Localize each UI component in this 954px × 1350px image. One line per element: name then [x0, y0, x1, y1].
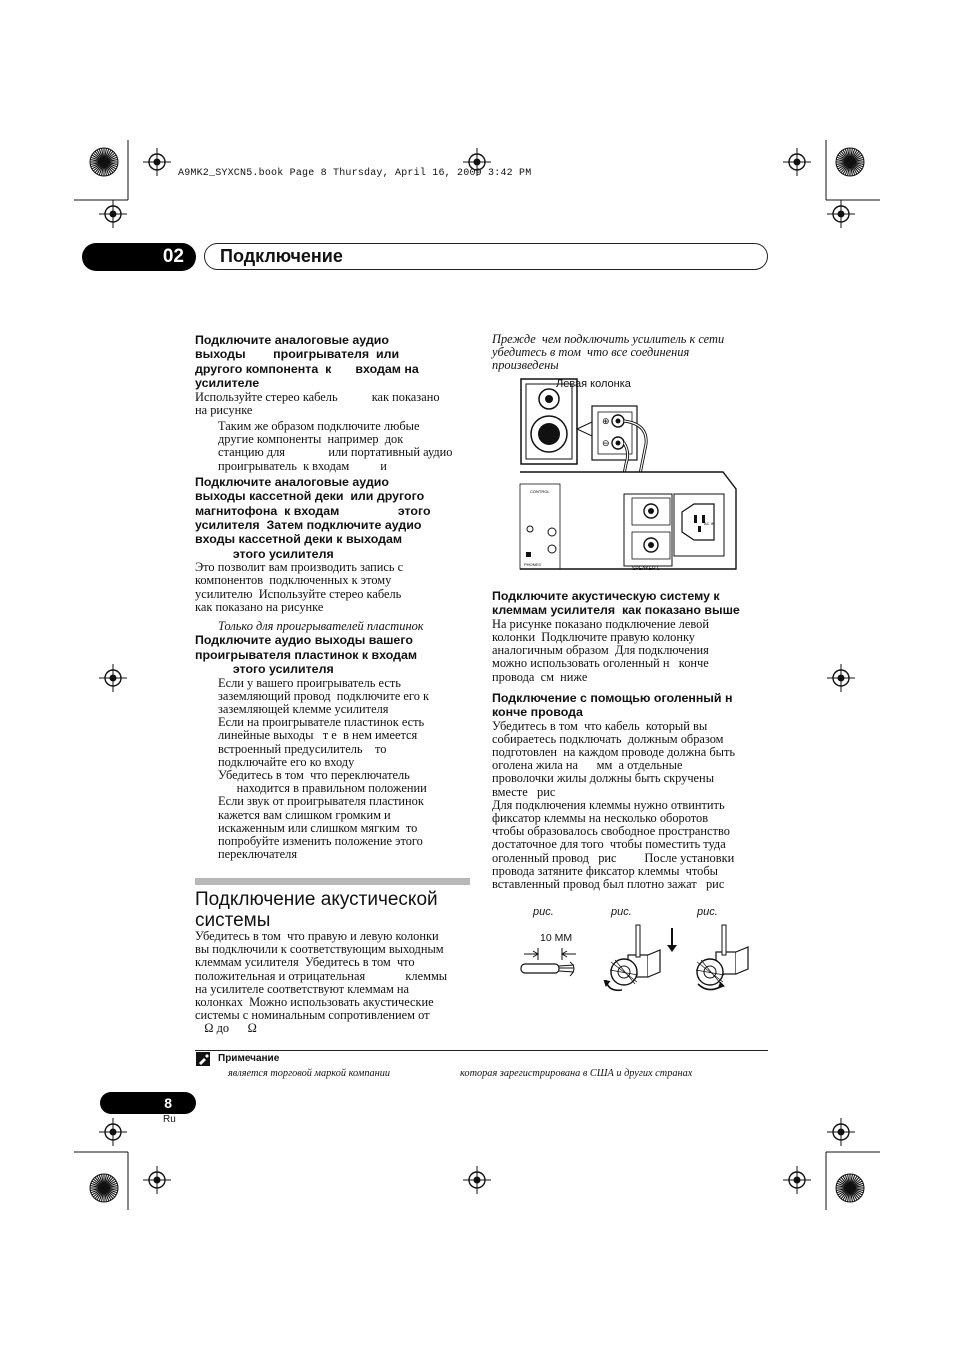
bare-wire-heading-line: Подключение с помощью оголенный н: [492, 690, 733, 705]
chapter-number-badge: 02: [82, 243, 196, 271]
step3-heading-line: Подключите аудио выходы вашего: [195, 633, 413, 648]
bare-wire-text-2: [492, 799, 772, 891]
step1-note-line: Таким же образом подключите любые: [218, 419, 420, 434]
svg-text:⊕: ⊕: [602, 416, 610, 426]
section-text-line: Убедитесь в том что правую и левую колонки: [195, 929, 439, 943]
step3-heading-line: проигрывателя пластинок к входам: [195, 647, 418, 662]
note-label: Примечание: [218, 1053, 280, 1064]
step1-text: [195, 391, 475, 417]
step1-text-line: на рисунке: [195, 402, 253, 417]
section-divider-bar: [195, 878, 470, 885]
speaker-step-heading: [492, 589, 772, 618]
speaker-section-text: [195, 930, 475, 1036]
bare-wire-heading: [492, 691, 772, 720]
section-text-line: положительная и отрицательная клеммы: [195, 968, 448, 983]
svg-text:⊖: ⊖: [602, 438, 610, 448]
bare-wire-text-line: проволочки жилы должны быть скручены: [492, 771, 715, 786]
bullet-line: линейные выходы т е в нем имеется: [218, 728, 418, 743]
step1-note-line: проигрыватель к входам и: [218, 458, 387, 473]
speaker-step-heading-line: клеммам усилителя как показано выше: [492, 603, 740, 618]
language-code: Ru: [163, 1114, 176, 1125]
section-text-line: вы подключили к соответствующим выходным: [195, 942, 444, 957]
bullet-item: [218, 795, 475, 861]
bare-wire-text-line: подготовлен на каждом проводе должна быть: [492, 745, 736, 760]
step2-heading-line: Подключите аналоговые аудио: [195, 474, 389, 489]
bare-wire-text-2-line: Для подключения клеммы нужно отвинтить: [492, 797, 725, 812]
wire-figures: [518, 920, 768, 1000]
bare-wire-text-line: собираетесь подключать должным образом: [492, 731, 724, 746]
bare-wire-text-2-line: оголенный провод рис После установки: [492, 850, 735, 865]
step1-note-line: станцию для или портативный аудио: [218, 445, 453, 460]
svg-text:PHONES: PHONES: [524, 562, 541, 567]
speaker-step-text-line: можно использовать оголенный н конче: [492, 656, 709, 671]
caution-line: произведены: [492, 358, 559, 373]
step2-heading-line: выходы кассетной деки или другого: [195, 489, 425, 504]
speaker-connection-diagram: [518, 374, 768, 582]
section-title-line: системы: [195, 910, 271, 931]
caution-line: убедитесь в том что все соединения: [492, 345, 690, 360]
step1-heading-line: усилителе: [195, 376, 260, 391]
bare-wire-text-2-line: чтобы образовалось свободное пространство: [492, 824, 730, 839]
section-text-line: колонках Можно использовать акустические: [195, 995, 434, 1010]
bare-wire-text: [492, 720, 772, 799]
svg-text:CONTROL: CONTROL: [530, 489, 550, 494]
step2-heading-line: магнитофона к входам этого: [195, 503, 431, 518]
bullet-line: Если у вашего проигрыватель есть: [218, 675, 401, 690]
bullet-line: кажется вам слишком громким и: [218, 807, 391, 822]
left-column: [195, 333, 475, 861]
chapter-title: Подключение: [220, 246, 343, 266]
bare-wire-text-line: оголена жила на мм а отдельные: [492, 758, 683, 773]
step2-heading: [195, 475, 475, 561]
bullet-line: подключайте его ко входу: [218, 754, 355, 769]
fig-label-1: рис.: [533, 906, 554, 918]
caution-line: Прежде чем подключить усилитель к сети: [492, 332, 725, 346]
section-title-line: Подключение акустической: [195, 889, 438, 910]
bare-wire-text-2-line: достаточное для того чтобы поместить туда: [492, 837, 726, 852]
speaker-step-text-line: провода см ниже: [492, 669, 588, 684]
print-header-line: A9MK2_SYXCN5.book Page 8 Thursday, April 16, 2009 3:42 PM: [178, 168, 532, 179]
fig-label-2: рис.: [611, 906, 632, 918]
bare-wire-text-line: Убедитесь в том что кабель который вы: [492, 718, 708, 733]
bullet-item: [218, 716, 475, 769]
section-text-line: на усилителе соответствуют клеммам на: [195, 981, 410, 996]
speaker-step-heading-line: Подключите акустическую систему к: [492, 589, 720, 603]
bullet-line: заземляющий провод подключите его к: [218, 688, 430, 703]
step3-heading: [195, 633, 475, 676]
step2-text-line: усилителю Используйте стерео кабель: [195, 586, 402, 601]
svg-text:SPEAKER L: SPEAKER L: [632, 566, 660, 572]
fig-dimension: 10 ММ: [540, 932, 573, 944]
section-text-line: клеммам усилителя Убедитесь в том что: [195, 955, 415, 970]
step2-text-line: компонентов подключенных к этому: [195, 573, 392, 588]
bare-wire-heading-line: конче провода: [492, 705, 583, 720]
fig-label-3: рис.: [697, 906, 718, 918]
bullet-item: [218, 769, 475, 795]
step2-heading-line: этого усилителя: [195, 546, 334, 561]
page-number-badge: 8: [100, 1092, 196, 1114]
bullet-line: Убедитесь в том что переключатель: [218, 767, 410, 782]
bullet-line: попробуйте изменить положение этого: [218, 833, 423, 848]
speaker-step-text-line: аналогичным образом Для подключения: [492, 643, 709, 658]
bullet-line: искаженным или слишком мягким то: [218, 820, 418, 835]
svg-text:AC IN: AC IN: [704, 521, 715, 526]
step2-text-line: Это позволит вам производить запись с: [195, 560, 404, 575]
step1-heading: [195, 333, 475, 391]
bullet-line: встроенный предусилитель то: [218, 741, 387, 756]
bare-wire-text-2-line: вставленный провод был плотно зажат рис: [492, 877, 725, 892]
caution-text: [492, 333, 772, 373]
bullet-line: Если на проигрывателе пластинок есть: [218, 715, 425, 730]
step1-note: [195, 420, 475, 473]
turntable-only-label: Только для проигрывателей пластинок: [218, 619, 424, 634]
bullet-line: находится в правильном положении: [218, 781, 427, 796]
section-text-line: Ω до Ω: [195, 1021, 257, 1036]
step2-text: [195, 561, 475, 614]
step2-text-line: как показано на рисунке: [195, 599, 324, 614]
bullet-item: [218, 677, 475, 717]
bare-wire-text-line: вместе рис: [492, 784, 556, 799]
note-divider: [195, 1050, 768, 1051]
bullet-line: переключателя: [218, 847, 298, 862]
left-speaker-label: Левая колонка: [556, 378, 631, 390]
bullet-list: [195, 677, 475, 862]
step3-heading-line: этого усилителя: [195, 662, 334, 677]
step1-note-line: другие компоненты например док: [218, 432, 404, 447]
bare-wire-text-2-line: фиксатор клеммы на несколько оборотов: [492, 811, 709, 826]
right-step: [492, 589, 772, 891]
step2-heading-line: входы кассетной деки к выходам: [195, 532, 403, 547]
step1-heading-line: выходы проигрывателя или: [195, 347, 400, 362]
step2-heading-line: усилителя Затем подключите аудио: [195, 518, 422, 533]
section-text-line: системы с номинальным сопротивлением от: [195, 1008, 430, 1023]
speaker-section-title: [195, 889, 475, 931]
speaker-step-text-line: колонки Подключите правую колонку: [492, 630, 696, 645]
speaker-step-text-line: На рисунке показано подключение левой: [492, 616, 709, 631]
bare-wire-text-2-line: провода затяните фиксатор клеммы чтобы: [492, 863, 718, 878]
bullet-line: заземляющей клемме усилителя: [218, 701, 389, 716]
note-icon: [196, 1052, 210, 1066]
note-text-right: которая зарегистрирована в США и других странах: [460, 1068, 693, 1079]
step1-text-line: Используйте стерео кабель как показано: [195, 389, 440, 404]
bullet-line: Если звук от проигрывателя пластинок: [218, 794, 424, 809]
note-text-left: является торговой маркой компании: [228, 1068, 391, 1079]
step1-heading-line: другого компонента к входам на: [195, 361, 419, 376]
speaker-step-text: [492, 618, 772, 684]
step1-heading-line: Подключите аналоговые аудио: [195, 333, 389, 347]
